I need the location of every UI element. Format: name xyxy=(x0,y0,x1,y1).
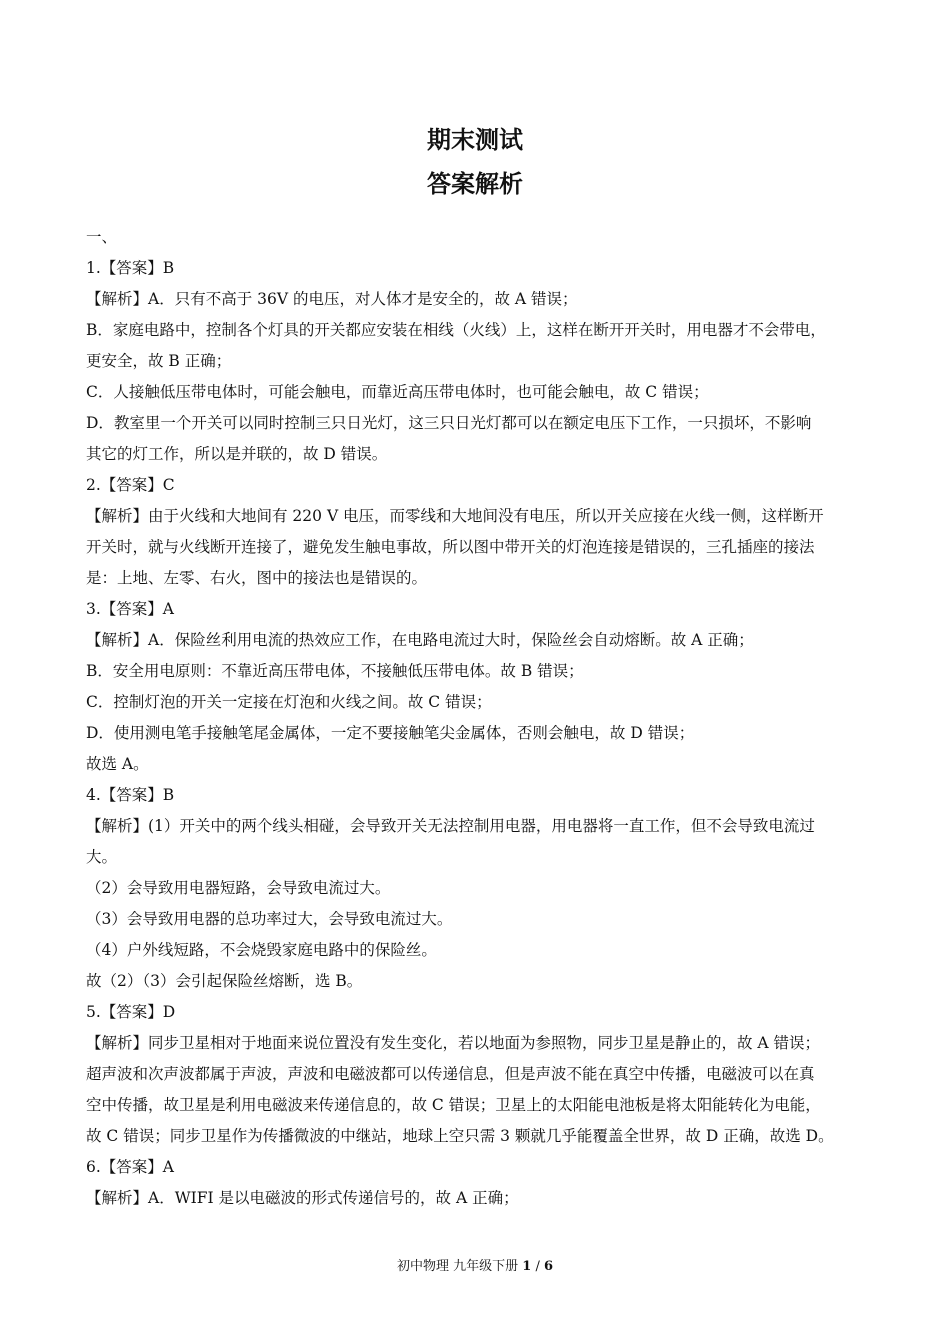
content-line: 超声波和次声波都属于声波，声波和电磁波都可以传递信息，但是声波不能在真空中传播，电磁波可以在真 xyxy=(86,1065,815,1083)
content-line: 【解析】A．WIFI 是以电磁波的形式传递信号的，故 A 正确； xyxy=(86,1189,519,1207)
content-line: 一、 xyxy=(86,228,118,246)
content-line: 6.【答案】A xyxy=(86,1158,174,1176)
content-line: B．家庭电路中，控制各个灯具的开关都应安装在相线（火线）上，这样在断开开关时，用电器才不会带电， xyxy=(86,321,826,339)
content-line: 5.【答案】D xyxy=(86,1003,176,1021)
content-line: 更安全，故 B 正确； xyxy=(86,352,232,370)
answer-content xyxy=(86,222,866,1214)
footer-course: 初中物理 九年级下册 xyxy=(396,1259,519,1274)
content-line: B．安全用电原则：不靠近高压带电体，不接触低压带电体。故 B 错误； xyxy=(86,662,584,680)
content-line: 是：上地、左零、右火，图中的接法也是错误的。 xyxy=(86,569,428,587)
content-line: 1.【答案】B xyxy=(86,259,175,277)
content-line: （4）户外线短路，不会烧毁家庭电路中的保险丝。 xyxy=(86,941,437,959)
footer-page-current: 1 xyxy=(522,1259,532,1274)
title-block xyxy=(0,118,950,206)
content-line: 故 C 错误；同步卫星作为传播微波的中继站，地球上空只需 3 颗就几乎能覆盖全世界，故 D 正确，故选 D。 xyxy=(86,1127,834,1145)
content-line: 故选 A。 xyxy=(86,755,149,773)
page-title: 期末测试 xyxy=(427,126,523,154)
content-line: 开关时，就与火线断开连接了，避免发生触电事故，所以图中带开关的灯泡连接是错误的，三孔插座的接法 xyxy=(86,538,815,556)
footer-page-total: 6 xyxy=(543,1259,554,1274)
content-line: 【解析】(1）开关中的两个线头相碰，会导致开关无法控制用电器，用电器将一直工作，但不会导致电流过 xyxy=(86,817,815,835)
content-line: C．人接触低压带电体时，可能会触电，而靠近高压带电体时，也可能会触电，故 C 错误； xyxy=(86,383,709,401)
content-line: 【解析】同步卫星相对于地面来说位置没有发生变化，若以地面为参照物，同步卫星是静止的，故 A 错误； xyxy=(86,1034,821,1052)
content-line: 其它的灯工作，所以是并联的，故 D 错误。 xyxy=(86,445,388,463)
content-line: 空中传播，故卫星是利用电磁波来传递信息的，故 C 错误；卫星上的太阳能电池板是将太阳能转化为电能， xyxy=(86,1096,821,1114)
content-line: C．控制灯泡的开关一定接在灯泡和火线之间。故 C 错误； xyxy=(86,693,492,711)
content-line: 3.【答案】A xyxy=(86,600,174,618)
content-line: 2.【答案】C xyxy=(86,476,175,494)
page-footer xyxy=(0,1255,950,1274)
content-line: D．使用测电笔手接触笔尾金属体，一定不要接触笔尖金属体，否则会触电，故 D 错误； xyxy=(86,724,695,742)
content-line: 故（2）（3）会引起保险丝熔断，选 B。 xyxy=(86,972,363,990)
page-subtitle: 答案解析 xyxy=(427,170,523,198)
content-line: 【解析】由于火线和大地间有 220 V 电压，而零线和大地间没有电压，所以开关应接在火线一侧，这样断开 xyxy=(86,507,824,525)
content-line: 【解析】A．只有不高于 36V 的电压，对人体才是安全的，故 A 错误； xyxy=(86,290,578,308)
content-line: 【解析】A．保险丝利用电流的热效应工作，在电路电流过大时，保险丝会自动熔断。故 A 正确； xyxy=(86,631,754,649)
content-line: D．教室里一个开关可以同时控制三只日光灯，这三只日光灯都可以在额定电压下工作，一只损坏，不影响 xyxy=(86,414,812,432)
footer-page-separator: / xyxy=(531,1259,544,1274)
content-line: （3）会导致用电器的总功率过大，会导致电流过大。 xyxy=(86,910,453,928)
content-line: 大。 xyxy=(86,848,118,866)
content-line: 4.【答案】B xyxy=(86,786,175,804)
content-line: （2）会导致用电器短路，会导致电流过大。 xyxy=(86,879,391,897)
